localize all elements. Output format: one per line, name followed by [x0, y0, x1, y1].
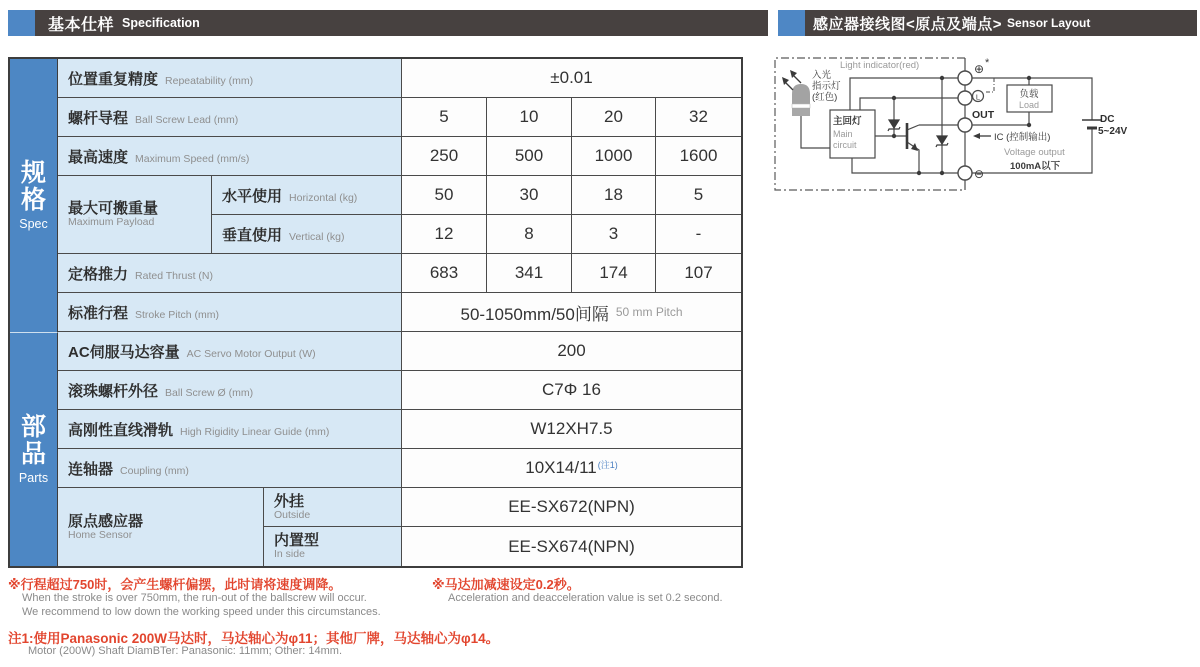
- value-ball-screw-dia: C7Φ 16: [402, 371, 741, 410]
- incoming-light-label-1: 入光: [812, 70, 832, 81]
- value-repeatability: ±0.01: [402, 59, 741, 98]
- minus-terminal-icon: ⊖: [974, 167, 985, 181]
- main-circuit-zh: 主回灯: [833, 116, 862, 127]
- value-lead-1: 5: [402, 98, 487, 137]
- group-parts: [10, 332, 58, 566]
- voltage-output-label: Voltage output: [1004, 147, 1065, 158]
- group-spec: [10, 59, 58, 332]
- note-shaft-zh: 注1:使用Panasonic 200W马达时，马达轴心为φ11；其他厂牌，马达轴心为φ14。: [8, 631, 500, 646]
- table-row-sensor-inside: [264, 527, 741, 566]
- value-horizontal-4: 5: [656, 176, 741, 215]
- label-servo-output: AC伺服马达容量 AC Servo Motor Output (W): [58, 332, 402, 371]
- group-parts-zh1: 部: [20, 413, 46, 441]
- group-spec-zh1: 规: [20, 159, 46, 187]
- sensor-header-zh: 感应器接线图<原点及端点>: [813, 15, 1003, 33]
- label-ball-screw-lead: 螺杆导程 Ball Screw Lead (mm): [58, 98, 402, 137]
- group-parts-zh2: 品: [20, 440, 46, 468]
- value-lead-4: 32: [656, 98, 741, 137]
- table-row-max-speed: [58, 137, 741, 176]
- group-parts-en: Parts: [18, 471, 49, 485]
- table-row-ball-screw-dia: [58, 371, 741, 410]
- incoming-light-label-3: (红色): [812, 92, 838, 103]
- value-linear-guide: W12XH7.5: [402, 410, 741, 449]
- dc-label: DC: [1100, 114, 1115, 125]
- table-row-ball-screw-lead: [58, 98, 741, 137]
- load-zh: 负载: [1019, 89, 1039, 100]
- ic-arrow-head: [973, 133, 980, 139]
- note-stroke-zh: ※行程超过750时，会产生螺杆偏摆，此时请将速度调降。: [8, 577, 342, 592]
- coupling-note-ref: (注1): [597, 459, 618, 470]
- value-thrust-3: 174: [572, 254, 656, 293]
- accent-square: [8, 10, 35, 36]
- spec-header-en: Specification: [122, 16, 200, 30]
- incoming-light-label-2: 指示灯: [812, 81, 841, 92]
- accent-square: [778, 10, 805, 36]
- value-thrust-1: 683: [402, 254, 487, 293]
- group-spec-en: Spec: [19, 217, 48, 231]
- value-horizontal-2: 30: [487, 176, 572, 215]
- label-repeatability: 位置重复精度 Repeatability (mm): [58, 59, 402, 98]
- sensor-header-en: Sensor Layout: [1007, 16, 1091, 30]
- transistor-emitter-arrow: [911, 143, 918, 151]
- value-vertical-2: 8: [487, 215, 572, 254]
- value-sensor-outside: EE-SX672(NPN): [402, 488, 741, 527]
- table-block-home-sensor: [58, 488, 741, 566]
- label-linear-guide: 高刚性直线滑轨 High Rigidity Linear Guide (mm): [58, 410, 402, 449]
- note-accel-zh: ※马达加减速设定0.2秒。: [432, 577, 580, 592]
- label-max-payload: 最大可搬重量 Maximum Payload: [58, 176, 212, 254]
- value-vertical-4: -: [656, 215, 741, 254]
- value-sensor-inside: EE-SX674(NPN): [402, 527, 741, 566]
- value-vertical-1: 12: [402, 215, 487, 254]
- label-coupling: 连轴器 Coupling (mm): [58, 449, 402, 488]
- value-speed-1: 250: [402, 137, 487, 176]
- value-thrust-2: 341: [487, 254, 572, 293]
- table-row-sensor-outside: [264, 488, 741, 527]
- zener-diode-icon: [888, 120, 948, 147]
- spec-table: [8, 57, 743, 568]
- value-speed-2: 500: [487, 137, 572, 176]
- value-speed-4: 1600: [656, 137, 741, 176]
- note-stroke-en2: We recommend to low down the working speed under this circumstances.: [22, 606, 381, 618]
- label-vertical: 垂直使用 Vertical (kg): [212, 215, 402, 254]
- svg-text:Main: Main: [833, 129, 853, 139]
- terminal-asterisk: *: [985, 57, 990, 69]
- svg-text:L: L: [975, 92, 981, 102]
- label-sensor-inside: 内置型 In side: [264, 527, 402, 566]
- table-row-horizontal: [212, 176, 741, 215]
- out-label: OUT: [972, 109, 995, 121]
- value-thrust-4: 107: [656, 254, 741, 293]
- table-row-stroke-pitch: [58, 293, 741, 332]
- value-coupling: 10X14/11 $^{(注1)}$: [402, 449, 741, 488]
- value-speed-3: 1000: [572, 137, 656, 176]
- group-spec-zh2: 格: [20, 186, 46, 214]
- led-indicator-icon: [792, 84, 810, 116]
- value-servo-output: 200: [402, 332, 741, 371]
- dc-range-label: 5~24V: [1098, 126, 1128, 137]
- label-max-speed: 最高速度 Maximum Speed (mm/s): [58, 137, 402, 176]
- spec-header-bar: [35, 10, 768, 36]
- spec-header-zh: 基本仕样: [48, 16, 115, 34]
- table-block-max-payload: [58, 176, 741, 254]
- label-stroke-pitch: 标准行程 Stroke Pitch (mm): [58, 293, 402, 332]
- label-ball-screw-dia: 滚珠螺杆外径 Ball Screw Ø (mm): [58, 371, 402, 410]
- spec-section-header: [8, 10, 768, 36]
- value-stroke-pitch: 50-1050mm/50间隔 50 mm Pitch: [402, 293, 741, 332]
- note-stroke-en1: When the stroke is over 750mm, the run-out of the ballscrew will occur.: [22, 592, 367, 604]
- label-rated-thrust: 定格推力 Rated Thrust (N): [58, 254, 402, 293]
- table-row-coupling: [58, 449, 741, 488]
- current-limit-label: 100mA以下: [1010, 161, 1061, 172]
- plus-terminal-icon: ⊕: [974, 62, 985, 76]
- light-indicator-label: Light indicator(red): [840, 60, 920, 71]
- note-accel-en: Acceleration and deacceleration value is set 0.2 second.: [448, 592, 723, 604]
- table-row-linear-guide: [58, 410, 741, 449]
- ic-label: IC (控制输出): [994, 132, 1051, 143]
- table-row-servo-output: [58, 332, 741, 371]
- table-row-rated-thrust: [58, 254, 741, 293]
- value-horizontal-3: 18: [572, 176, 656, 215]
- svg-text:circuit: circuit: [833, 140, 857, 150]
- value-lead-3: 20: [572, 98, 656, 137]
- label-sensor-outside: 外挂 Outside: [264, 488, 402, 527]
- light-on-select-link: [985, 78, 994, 92]
- value-horizontal-1: 50: [402, 176, 487, 215]
- value-vertical-3: 3: [572, 215, 656, 254]
- note-shaft-en: Motor (200W) Shaft DiamBTer: Panasonic: 11mm; Other: 14mm.: [28, 645, 343, 657]
- label-horizontal: 水平使用 Horizontal (kg): [212, 176, 402, 215]
- sensor-header-bar: [805, 10, 1197, 36]
- load-en: Load: [1018, 100, 1040, 110]
- label-home-sensor: 原点感应器 Home Sensor: [58, 488, 264, 566]
- sensor-wiring-diagram: [772, 50, 1192, 205]
- value-lead-2: 10: [487, 98, 572, 137]
- sensor-layout-header: [778, 10, 1197, 36]
- table-row-vertical: [212, 215, 741, 254]
- table-row-repeatability: [58, 59, 741, 98]
